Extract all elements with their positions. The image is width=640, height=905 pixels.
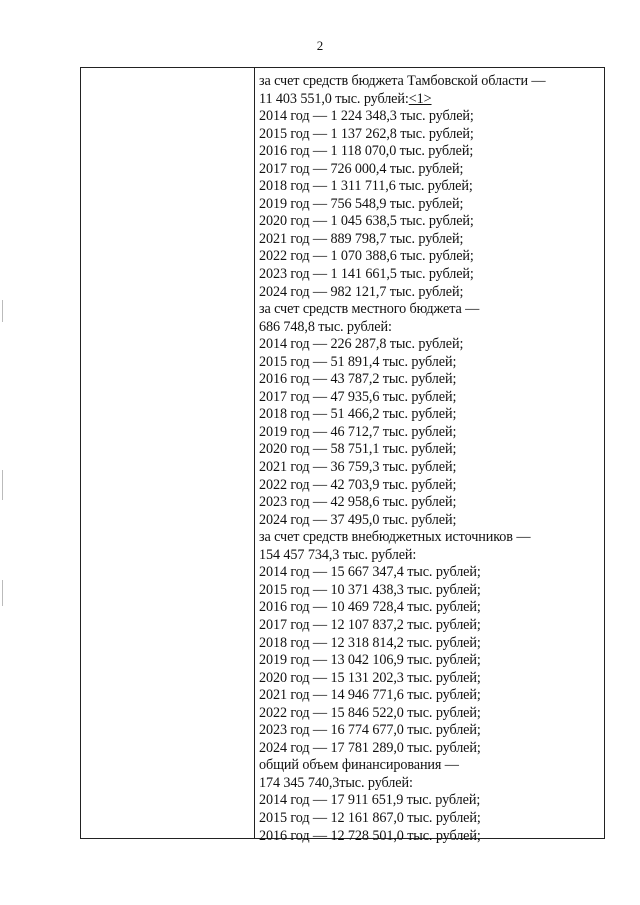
scan-edge-mark xyxy=(2,580,3,606)
year-funding-line: 2017 год — 47 935,6 тыс. рублей; xyxy=(259,388,457,405)
year-funding-line: 2018 год — 12 318 814,2 тыс. рублей; xyxy=(259,634,481,651)
year-funding-line: 2014 год — 15 667 347,4 тыс. рублей; xyxy=(259,564,481,581)
year-funding-line: 2022 год — 15 846 522,0 тыс. рублей; xyxy=(259,704,481,721)
section-total-value: 11 403 551,0 тыс. рублей: xyxy=(259,90,409,107)
year-funding-line: 2019 год — 46 712,7 тыс. рублей; xyxy=(259,423,457,440)
page-number: 2 xyxy=(316,38,324,53)
year-funding-line: 2017 год — 726 000,4 тыс. рублей; xyxy=(259,160,464,177)
year-funding-line: 2024 год — 17 781 289,0 тыс. рублей; xyxy=(259,739,481,756)
section-total xyxy=(259,319,600,337)
scan-edge-mark xyxy=(2,300,3,322)
year-funding-line: 2016 год — 43 787,2 тыс. рублей; xyxy=(259,371,457,388)
year-funding-line: 2023 год — 1 141 661,5 тыс. рублей; xyxy=(259,266,474,283)
section-total xyxy=(259,775,600,793)
year-funding-line: 2015 год — 51 891,4 тыс. рублей; xyxy=(259,353,457,370)
year-funding-line: 2015 год — 12 161 867,0 тыс. рублей; xyxy=(259,809,481,826)
year-funding-line: 2020 год — 15 131 202,3 тыс. рублей; xyxy=(259,669,481,686)
year-funding-line: 2021 год — 14 946 771,6 тыс. рублей; xyxy=(259,687,481,704)
year-funding-line: 2019 год — 13 042 106,9 тыс. рублей; xyxy=(259,652,481,669)
year-funding-line: 2014 год — 226 287,8 тыс. рублей; xyxy=(259,336,464,353)
section-heading: общий объем финансирования — xyxy=(259,757,459,774)
year-funding-line: 2019 год — 756 548,9 тыс. рублей; xyxy=(259,195,464,212)
year-funding-line: 2014 год — 1 224 348,3 тыс. рублей; xyxy=(259,108,474,125)
year-funding-line: 2015 год — 1 137 262,8 тыс. рублей; xyxy=(259,125,474,142)
year-funding-line: 2016 год — 10 469 728,4 тыс. рублей; xyxy=(259,599,481,616)
year-funding-line: 2018 год — 1 311 711,6 тыс. рублей; xyxy=(259,178,473,195)
section-heading: за счет средств местного бюджета — xyxy=(259,301,480,318)
section-total xyxy=(259,91,600,109)
year-funding-line: 2018 год — 51 466,2 тыс. рублей; xyxy=(259,406,457,423)
year-funding-line: 2023 год — 16 774 677,0 тыс. рублей; xyxy=(259,722,481,739)
year-funding-line: 2016 год — 12 728 501,0 тыс. рублей; xyxy=(259,827,481,844)
year-funding-line: 2015 год — 10 371 438,3 тыс. рублей; xyxy=(259,581,481,598)
year-funding-line: 2023 год — 42 958,6 тыс. рублей; xyxy=(259,494,457,511)
section-total xyxy=(259,547,600,565)
section-heading: за счет средств внебюджетных источников — xyxy=(259,529,531,546)
year-funding-line: 2014 год — 17 911 651,9 тыс. рублей; xyxy=(259,792,481,809)
year-funding-line: 2024 год — 982 121,7 тыс. рублей; xyxy=(259,283,464,300)
section-total-value: 174 345 740,3тыс. рублей: xyxy=(259,774,413,791)
year-funding-line: 2022 год — 1 070 388,6 тыс. рублей; xyxy=(259,248,474,265)
year-funding-line: 2022 год — 42 703,9 тыс. рублей; xyxy=(259,476,457,493)
footnote-reference-link[interactable]: <1> xyxy=(408,90,432,107)
year-funding-line: 2024 год — 37 495,0 тыс. рублей; xyxy=(259,511,457,528)
year-funding-line: 2021 год — 36 759,3 тыс. рублей; xyxy=(259,459,457,476)
funding-text-cell xyxy=(259,73,600,845)
year-funding-line: 2016 год — 1 118 070,0 тыс. рублей; xyxy=(259,143,474,160)
scan-edge-mark xyxy=(2,470,3,500)
year-funding-line: 2020 год — 58 751,1 тыс. рублей; xyxy=(259,441,457,458)
column-divider xyxy=(254,68,255,838)
year-funding-line: 2021 год — 889 798,7 тыс. рублей; xyxy=(259,230,464,247)
year-funding-line: 2017 год — 12 107 837,2 тыс. рублей; xyxy=(259,616,481,633)
year-funding-line: 2020 год — 1 045 638,5 тыс. рублей; xyxy=(259,213,474,230)
section-total-value: 686 748,8 тыс. рублей: xyxy=(259,318,392,335)
section-heading: за счет средств бюджета Тамбовской области — xyxy=(259,73,546,89)
section-total-value: 154 457 734,3 тыс. рублей: xyxy=(259,546,417,563)
funding-table xyxy=(80,67,605,844)
